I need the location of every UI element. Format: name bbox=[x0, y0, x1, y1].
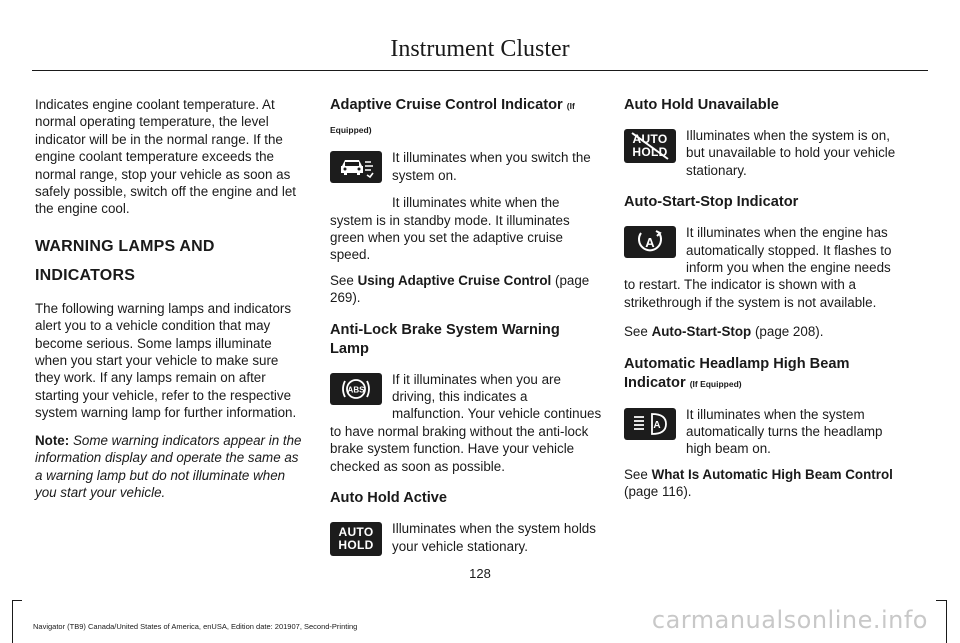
acc-see: See bbox=[330, 272, 354, 288]
auto-hold-icon bbox=[330, 522, 382, 556]
ass-see: See bbox=[624, 324, 648, 340]
column-right bbox=[624, 96, 896, 501]
auto-start-stop-reference bbox=[624, 323, 896, 340]
acc-text-2: It illuminates white when the system is in standby mode. It illuminates green when you set the adaptive cruise speed. bbox=[330, 195, 570, 263]
auto-hold-active-text: Illuminates when the system holds your vehicle stationary. bbox=[392, 521, 596, 554]
acc-block bbox=[330, 149, 602, 263]
auto-high-beam-reference bbox=[624, 466, 896, 501]
abs-icon-text: ABS bbox=[347, 385, 365, 395]
ahb-link: What Is Automatic High Beam Control bbox=[651, 466, 893, 482]
auto-hold-unavailable-icon bbox=[624, 129, 676, 163]
auto-start-stop-icon bbox=[624, 226, 676, 258]
auto-hold-active-heading: Auto Hold Active bbox=[330, 490, 448, 507]
auto-hold-icon-line2: HOLD bbox=[338, 538, 374, 553]
header-divider bbox=[32, 70, 928, 71]
ahb-page: (page 116). bbox=[624, 484, 692, 500]
ahb-icon-text: A bbox=[653, 419, 661, 431]
acc-reference bbox=[330, 272, 602, 307]
acc-page: (page 269). bbox=[330, 272, 590, 306]
section-heading-line1: WARNING LAMPS AND bbox=[35, 237, 215, 255]
page-title: Instrument Cluster bbox=[390, 36, 570, 62]
coolant-paragraph: Indicates engine coolant temperature. At normal operating temperature, the level indicator will be in the normal range. If the engine coolant temperature exceeds the normal range, stop your vehicle as soon as safely possible, switch off the engine and let the engine cool. bbox=[35, 97, 297, 217]
auto-hold-unavailable-block bbox=[624, 127, 896, 179]
acc-qualifier-a: (If bbox=[566, 101, 575, 111]
note-label: Note: bbox=[35, 432, 70, 448]
auto-hold-unavailable-heading: Auto Hold Unavailable bbox=[624, 97, 779, 113]
auto-start-stop-heading: Auto-Start-Stop Indicator bbox=[624, 194, 799, 211]
acc-heading bbox=[330, 96, 602, 116]
auto-high-beam-block bbox=[624, 406, 896, 458]
edition-note: Navigator (TB9) Canada/United States of America, enUSA, Edition date: 201907, Second-Printing bbox=[33, 622, 358, 631]
ass-link: Auto-Start-Stop bbox=[651, 324, 752, 340]
note-text: Some warning indicators appear in the information display and operate the same as a warning lamp but do not illuminate when you start your vehicle. bbox=[35, 432, 302, 500]
warning-intro-paragraph: The following warning lamps and indicators alert you to a vehicle condition that may become serious. Some lamps illuminate when you start your vehicle to make sure they work. If any lamps remain on after starting your vehicle, refer to the respective system warning lamp for further information. bbox=[35, 300, 297, 421]
auto-hold-unavailable-icon-line2: HOLD bbox=[632, 145, 668, 159]
auto-start-stop-text: It illuminates when the engine has automatically stopped. It flashes to inform you when the engine needs to restart. The indicator is shown with a strikethrough if the system is not available. bbox=[624, 225, 892, 310]
ahb-see: See bbox=[624, 466, 648, 482]
ahb-title: Automatic Headlamp High Beam Indicator bbox=[624, 355, 850, 391]
column-middle bbox=[330, 96, 602, 560]
auto-hold-icon-line1: AUTO bbox=[338, 525, 374, 540]
watermark: carmanualsonline.info bbox=[651, 606, 928, 634]
auto-hold-active-block bbox=[330, 520, 602, 560]
page-number: 128 bbox=[469, 566, 491, 581]
auto-hold-unavailable-icon-line1: AUTO bbox=[632, 132, 668, 146]
auto-high-beam-heading bbox=[624, 355, 896, 394]
auto-start-stop-icon-text: A bbox=[645, 235, 655, 251]
note-paragraph bbox=[35, 432, 305, 502]
abs-block bbox=[330, 371, 602, 475]
acc-text-1: It illuminates when you switch the system on. bbox=[392, 150, 591, 183]
column-left bbox=[35, 96, 305, 501]
crop-mark-right-tick bbox=[936, 600, 946, 601]
auto-hold-unavailable-text: Illuminates when the system is on, but unavailable to hold your vehicle stationary. bbox=[686, 128, 896, 178]
abs-heading: Anti-Lock Brake System Warning Lamp bbox=[330, 321, 560, 357]
adaptive-cruise-control-icon bbox=[330, 151, 382, 183]
abs-warning-icon bbox=[330, 373, 382, 405]
acc-title: Adaptive Cruise Control Indicator bbox=[330, 97, 563, 113]
crop-mark-right bbox=[946, 600, 947, 643]
auto-high-beam-text: It illuminates when the system automatically turns the headlamp high beam on. bbox=[686, 406, 883, 457]
auto-start-stop-block bbox=[624, 224, 896, 311]
ass-page: (page 208). bbox=[754, 324, 824, 340]
crop-mark-left-tick bbox=[12, 600, 22, 601]
section-heading-line2: INDICATORS bbox=[35, 266, 136, 284]
auto-high-beam-icon bbox=[624, 408, 676, 440]
abs-text: If it illuminates when you are driving, this indicates a malfunction. Your vehicle continues to have normal braking without the anti-lock brake system function. Have your vehicle checked as soon as possible. bbox=[330, 371, 602, 474]
ahb-qualifier: (If Equipped) bbox=[689, 378, 742, 389]
acc-link: Using Adaptive Cruise Control bbox=[357, 272, 552, 288]
crop-mark-left bbox=[12, 600, 13, 643]
acc-qualifier-b: Equipped) bbox=[330, 125, 372, 135]
